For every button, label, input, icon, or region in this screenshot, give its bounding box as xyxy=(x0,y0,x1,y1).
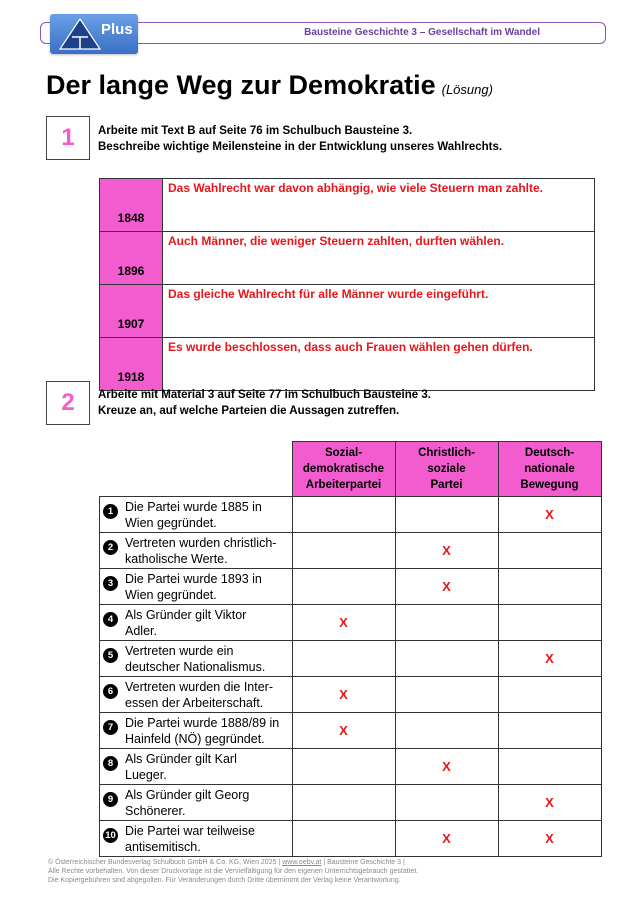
mark-cell[interactable] xyxy=(292,749,395,785)
table-row xyxy=(100,713,602,749)
mark-cell[interactable]: X xyxy=(395,533,498,569)
task-1-line-1: Arbeite mit Text B auf Seite 76 im Schulbuch Bausteine 3. xyxy=(98,125,413,137)
year-cell: 1907 xyxy=(100,285,163,338)
table-row xyxy=(100,821,602,857)
statement-cell xyxy=(100,641,293,677)
number-badge-icon: 10 xyxy=(103,828,118,843)
mark-cell[interactable] xyxy=(292,533,395,569)
table-row xyxy=(100,641,602,677)
statement-cell xyxy=(100,677,293,713)
task-2-line-2: Kreuze an, auf welche Parteien die Aussagen zutreffen. xyxy=(98,405,400,417)
answer-cell: Das Wahlrecht war davon abhängig, wie viele Steuern man zahlte. xyxy=(163,179,595,232)
mark-cell[interactable] xyxy=(498,749,601,785)
number-badge-icon: 2 xyxy=(103,540,118,555)
number-badge-icon: 1 xyxy=(103,504,118,519)
number-badge-icon: 6 xyxy=(103,684,118,699)
year-cell: 1918 xyxy=(100,338,163,391)
publisher-link[interactable]: www.oebv.at xyxy=(282,859,322,866)
statement-cell xyxy=(100,497,293,533)
statement-text: Als Gründer gilt Georg Schönerer. xyxy=(125,788,250,818)
mark-cell[interactable]: X xyxy=(498,497,601,533)
logo-text: Plus xyxy=(101,21,133,38)
column-header-dnb: Deutsch- nationale Bewegung xyxy=(498,442,601,497)
table-row xyxy=(100,179,595,232)
number-badge-icon: 7 xyxy=(103,720,118,735)
table-row xyxy=(100,749,602,785)
title-suffix: (Lösung) xyxy=(441,82,493,97)
mark-cell[interactable] xyxy=(498,569,601,605)
column-header-spoe: Sozial- demokratische Arbeiterpartei xyxy=(292,442,395,497)
series-title: Bausteine Geschichte 3 – Gesellschaft im Wandel xyxy=(304,27,540,38)
statement-text: Die Partei wurde 1888/89 in Hainfeld (NÖ) gegründet. xyxy=(125,716,280,746)
mark-cell[interactable] xyxy=(498,677,601,713)
answer-cell: Es wurde beschlossen, dass auch Frauen wählen gehen dürfen. xyxy=(163,338,595,391)
mark-cell[interactable]: X xyxy=(395,569,498,605)
mark-cell[interactable] xyxy=(292,569,395,605)
footer-line-1: © Österreichischer Bundesverlag Schulbuch GmbH & Co. KG, Wien 2025 | www.oebv.at | Bausteine Geschichte 3 | xyxy=(48,859,405,866)
table-row xyxy=(100,533,602,569)
statement-cell xyxy=(100,569,293,605)
table-row xyxy=(100,285,595,338)
mark-cell[interactable]: X xyxy=(292,677,395,713)
table-row xyxy=(100,338,595,391)
column-header-csp: Christlich- soziale Partei xyxy=(395,442,498,497)
task-1-instructions xyxy=(98,123,502,155)
number-badge-icon: 4 xyxy=(103,612,118,627)
statement-text: Die Partei war teilweise antisemitisch. xyxy=(125,824,255,854)
statement-cell xyxy=(100,533,293,569)
number-badge-icon: 3 xyxy=(103,576,118,591)
number-badge-icon: 8 xyxy=(103,756,118,771)
table-row xyxy=(100,569,602,605)
statement-cell xyxy=(100,605,293,641)
triangle-logo-icon xyxy=(58,17,102,51)
copyright-footer xyxy=(48,858,608,885)
publisher-logo xyxy=(50,14,138,54)
number-badge-icon: 5 xyxy=(103,648,118,663)
table-row xyxy=(100,677,602,713)
mark-cell[interactable] xyxy=(292,497,395,533)
task-2-instructions xyxy=(98,387,431,419)
statement-cell xyxy=(100,821,293,857)
statement-text: Vertreten wurden christlich- katholische Werte. xyxy=(125,536,277,566)
statement-cell xyxy=(100,713,293,749)
statement-text: Die Partei wurde 1885 in Wien gegründet. xyxy=(125,500,262,530)
task-2-number: 2 xyxy=(46,381,90,425)
mark-cell[interactable] xyxy=(395,677,498,713)
mark-cell[interactable] xyxy=(292,785,395,821)
task-2-line-1: Arbeite mit Material 3 auf Seite 77 im Schulbuch Bausteine 3. xyxy=(98,389,431,401)
table-row xyxy=(100,605,602,641)
mark-cell[interactable] xyxy=(292,821,395,857)
footer-line-3: Die Kopiergebühren sind abgegolten. Für Veränderungen durch Dritte übernimmt der Verlag keine Verantwortung. xyxy=(48,877,401,884)
task-1-number: 1 xyxy=(46,116,90,160)
mark-cell[interactable]: X xyxy=(395,749,498,785)
mark-cell[interactable] xyxy=(292,641,395,677)
table-row xyxy=(100,785,602,821)
mark-cell[interactable]: X xyxy=(498,821,601,857)
footer-line-2: Alle Rechte vorbehalten. Von dieser Druckvorlage ist die Vervielfältigung für den eigenen Unterrichtsgebrauch gestattet. xyxy=(48,868,419,875)
mark-cell[interactable] xyxy=(498,605,601,641)
statement-cell xyxy=(100,749,293,785)
statement-text: Als Gründer gilt Karl Lueger. xyxy=(125,752,237,782)
answer-cell: Auch Männer, die weniger Steuern zahlten, durften wählen. xyxy=(163,232,595,285)
year-cell: 1896 xyxy=(100,232,163,285)
mark-cell[interactable]: X xyxy=(498,785,601,821)
party-statements-table xyxy=(99,441,602,857)
task-1-line-2: Beschreibe wichtige Meilensteine in der Entwicklung unseres Wahlrechts. xyxy=(98,141,503,153)
mark-cell[interactable] xyxy=(498,713,601,749)
answer-cell: Das gleiche Wahlrecht für alle Männer wurde eingeführt. xyxy=(163,285,595,338)
mark-cell[interactable] xyxy=(395,641,498,677)
statement-text: Als Gründer gilt Viktor Adler. xyxy=(125,608,247,638)
mark-cell[interactable] xyxy=(395,713,498,749)
statement-text: Die Partei wurde 1893 in Wien gegründet. xyxy=(125,572,262,602)
suffrage-milestones-table xyxy=(99,178,595,391)
mark-cell[interactable]: X xyxy=(292,605,395,641)
mark-cell[interactable] xyxy=(395,785,498,821)
mark-cell[interactable] xyxy=(395,497,498,533)
table-row xyxy=(100,497,602,533)
mark-cell[interactable] xyxy=(498,533,601,569)
table-header-row xyxy=(100,442,602,497)
page-title xyxy=(46,70,493,101)
statement-text: Vertreten wurde ein deutscher Nationalismus. xyxy=(125,644,266,674)
number-badge-icon: 9 xyxy=(103,792,118,807)
mark-cell[interactable]: X xyxy=(498,641,601,677)
year-cell: 1848 xyxy=(100,179,163,232)
mark-cell[interactable]: X xyxy=(395,821,498,857)
mark-cell[interactable] xyxy=(395,605,498,641)
statement-text: Vertreten wurden die Inter- essen der Arbeiterschaft. xyxy=(125,680,273,710)
table-row xyxy=(100,232,595,285)
statement-cell xyxy=(100,785,293,821)
mark-cell[interactable]: X xyxy=(292,713,395,749)
page-title-text: Der lange Weg zur Demokratie xyxy=(46,70,436,100)
